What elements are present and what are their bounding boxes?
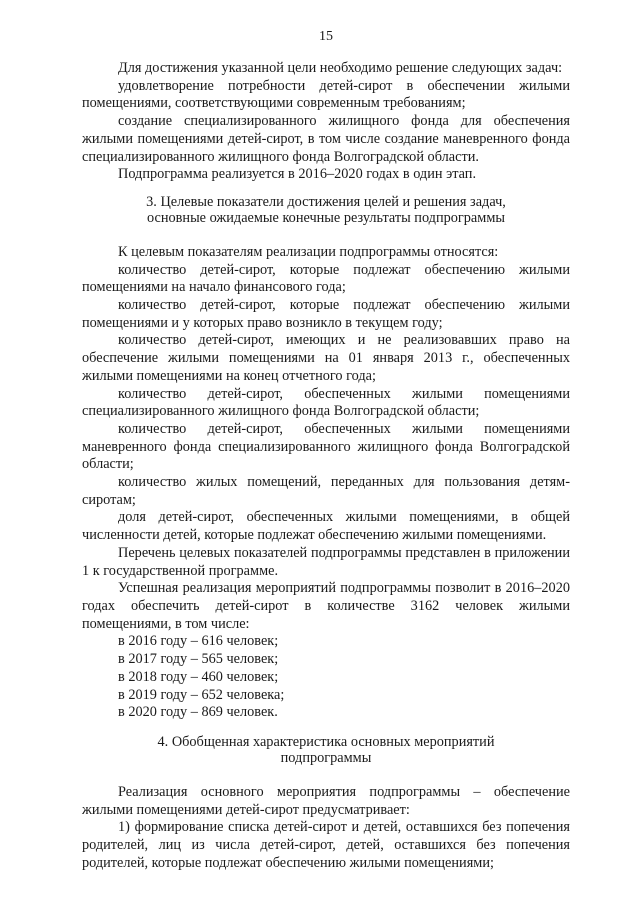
section-4-paragraph: Реализация основного мероприятия подпрограммы – обеспечение жилыми помещениями детей-сирот предусматривает:: [82, 783, 570, 818]
page-number: 15: [319, 29, 333, 44]
section-4-heading: [82, 734, 570, 766]
intro-paragraph: удовлетворение потребности детей-сирот в обеспечении жилыми помещениями, соответствующими современным требованиям;: [82, 77, 570, 112]
year-list-item: в 2019 году – 652 человека;: [118, 686, 285, 703]
section-4-title-line2: подпрограммы: [280, 749, 372, 766]
year-list-item: в 2018 году – 460 человек;: [118, 668, 279, 685]
section-3-paragraph: количество детей-сирот, обеспеченных жилыми помещениями маневренного фонда специализированного жилищного фонда Волгоградской области;: [82, 420, 570, 473]
section-3-paragraph: количество детей-сирот, которые подлежат обеспечению жилыми помещениями на начало финансового года;: [82, 261, 570, 296]
intro-paragraph: создание специализированного жилищного фонда для обеспечения жилыми помещениями детей-сирот, в том числе создание маневренного фонда специализированного жилищного фонда Волгоградской области.: [82, 113, 570, 165]
section-4-paragraph: 1) формирование списка детей-сирот и детей, оставшихся без попечения родителей, лиц из числа детей-сирот, детей, оставшихся без попечения родителей, которые подлежат обеспечению жилыми помещениями;: [82, 819, 570, 871]
section-3-heading: [82, 194, 570, 226]
section-3-paragraph: К целевым показателям реализации подпрограммы относятся:: [118, 243, 499, 260]
year-list-item: в 2017 году – 565 человек;: [118, 651, 279, 668]
intro-paragraph: Подпрограмма реализуется в 2016–2020 годах в один этап.: [118, 166, 477, 183]
section-3-paragraph: Успешная реализация мероприятий подпрограммы позволит в 2016–2020 годах обеспечить детей-сирот в количестве 3162 человек жилыми помещениями, в том числе:: [82, 580, 570, 632]
section-3-paragraph: количество жилых помещений, переданных для пользования детям-сиротам;: [82, 474, 570, 508]
section-3-paragraph: доля детей-сирот, обеспеченных жилыми помещениями, в общей численности детей, которые подлежат обеспечению жилыми помещениями.: [82, 509, 570, 544]
section-3-title-line1: 3. Целевые показатели достижения целей и решения задач,: [146, 193, 506, 210]
section-4-title-line1: 4. Обобщенная характеристика основных мероприятий: [157, 733, 495, 750]
section-3-paragraph: количество детей-сирот, обеспеченных жилыми помещениями специализированного жилищного фонда Волгоградской области;: [82, 385, 570, 420]
section-3-paragraph: количество детей-сирот, которые подлежат обеспечению жилыми помещениями и у которых право возникло в текущем году;: [82, 297, 570, 331]
section-3-paragraph: Перечень целевых показателей подпрограммы представлен в приложении 1 к государственной программе.: [82, 544, 570, 579]
section-3-paragraph: количество детей-сирот, имеющих и не реализовавших право на обеспечение жилыми помещениями на 01 января 2013 г., обеспеченных жилыми помещениями на конец отчетного года;: [82, 332, 570, 384]
intro-paragraph: Для достижения указанной цели необходимо решение следующих задач:: [118, 60, 563, 76]
year-list-item: в 2016 году – 616 человек;: [118, 633, 279, 650]
year-list-item: в 2020 году – 869 человек.: [118, 704, 278, 721]
section-3-title-line2: основные ожидаемые конечные результаты подпрограммы: [147, 209, 505, 226]
